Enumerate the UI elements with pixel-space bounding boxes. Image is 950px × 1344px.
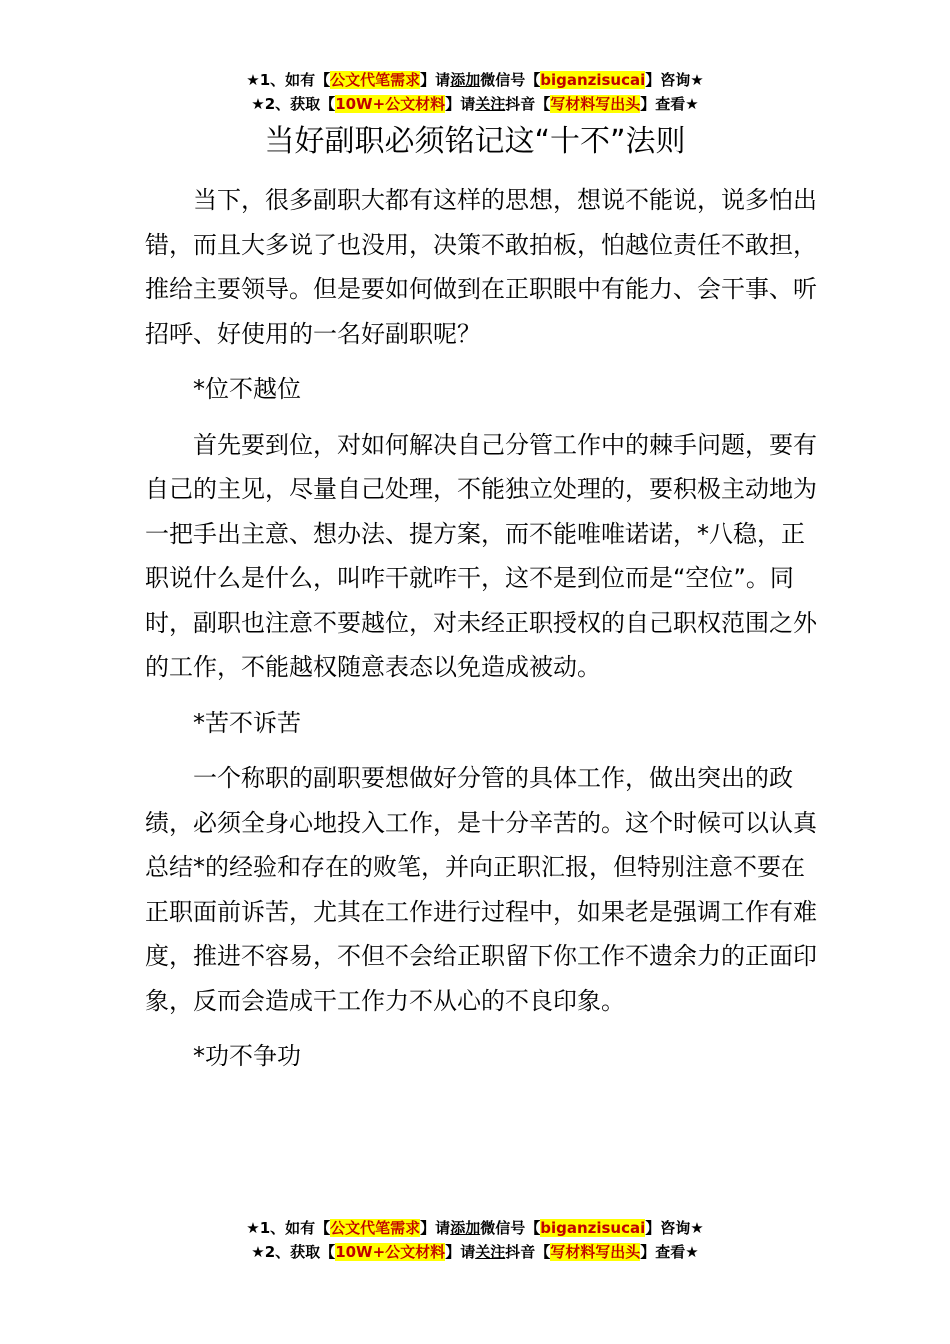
highlight-douyin-account: 写材料写出头	[550, 1243, 641, 1261]
intro-paragraph: 当下，很多副职大都有这样的思想，想说不能说，说多怕出错，而且大多说了也没用，决策不敢拍板，怕越位责任不敢担，推给主要领导。但是要如何做到在正职眼中有能力、会干事、听招呼、好使用的一名好副职呢？	[145, 186, 817, 348]
banner-text: 】请	[445, 1243, 476, 1261]
banner-text: 抖音【	[505, 95, 551, 113]
section-heading: *苦不诉苦	[193, 708, 301, 737]
banner-text: 】咨询★	[645, 1219, 704, 1237]
banner-text: 】查看★	[640, 1243, 699, 1261]
footer-banner	[0, 1216, 950, 1264]
banner-text: ★1、如有【	[246, 71, 331, 89]
highlight-materials: 10W+公文材料	[335, 1243, 446, 1261]
highlight-service: 公文代笔需求	[330, 71, 421, 89]
banner-text: 抖音【	[505, 1243, 551, 1261]
banner-line-1	[0, 1216, 950, 1240]
underlined-text: 添加	[450, 71, 481, 89]
banner-line-1	[0, 68, 950, 92]
section-paragraph: 一个称职的副职要想做好分管的具体工作，做出突出的政绩，必须全身心地投入工作，是十分辛苦的。这个时候可以认真总结*的经验和存在的败笔，并向正职汇报，但特别注意不要在正职面前诉苦，尤其在工作进行过程中，如果老是强调工作有难度，推进不容易，不但不会给正职留下你工作不遗余力的正面印象，反而会造成干工作力不从心的不良印象。	[145, 764, 817, 1015]
banner-text: ★1、如有【	[246, 1219, 331, 1237]
banner-line-2	[0, 92, 950, 116]
header-banner	[0, 68, 950, 116]
banner-text: ★2、获取【	[251, 95, 336, 113]
banner-text: 】咨询★	[645, 71, 704, 89]
section-heading: *位不越位	[193, 375, 301, 403]
underlined-text: 关注	[475, 95, 506, 113]
banner-text: ★2、获取【	[251, 1243, 336, 1261]
underlined-text: 关注	[475, 1243, 506, 1261]
document-body	[145, 178, 825, 1079]
banner-text: 】请	[445, 95, 476, 113]
section-heading: *功不争功	[193, 1042, 301, 1070]
highlight-materials: 10W+公文材料	[335, 95, 446, 113]
underlined-text: 添加	[450, 1219, 481, 1237]
banner-text: 】请	[420, 71, 451, 89]
section-paragraph: 首先要到位，对如何解决自己分管工作中的棘手问题，要有自己的主见，尽量自己处理，不能独立处理的，要积极主动地为一把手出主意、想办法、提方案，而不能唯唯诺诺，*八稳，正职说什么是什么，叫咋干就咋干，这不是到位而是“空位”。同时，副职也注意不要越位，对未经正职授权的自己职权范围之外的工作，不能越权随意表态以免造成被动。	[145, 430, 817, 681]
highlight-douyin-account: 写材料写出头	[550, 95, 641, 113]
banner-text: 】查看★	[640, 95, 699, 113]
banner-text: 微信号【	[480, 1219, 541, 1237]
highlight-wechat-id: biganzisucai	[540, 71, 646, 89]
highlight-service: 公文代笔需求	[330, 1219, 421, 1237]
banner-line-2	[0, 1240, 950, 1264]
document-title: 当好副职必须铭记这“十不”法则	[264, 124, 686, 159]
highlight-wechat-id: biganzisucai	[540, 1219, 646, 1237]
banner-text: 微信号【	[480, 71, 541, 89]
banner-text: 】请	[420, 1219, 451, 1237]
